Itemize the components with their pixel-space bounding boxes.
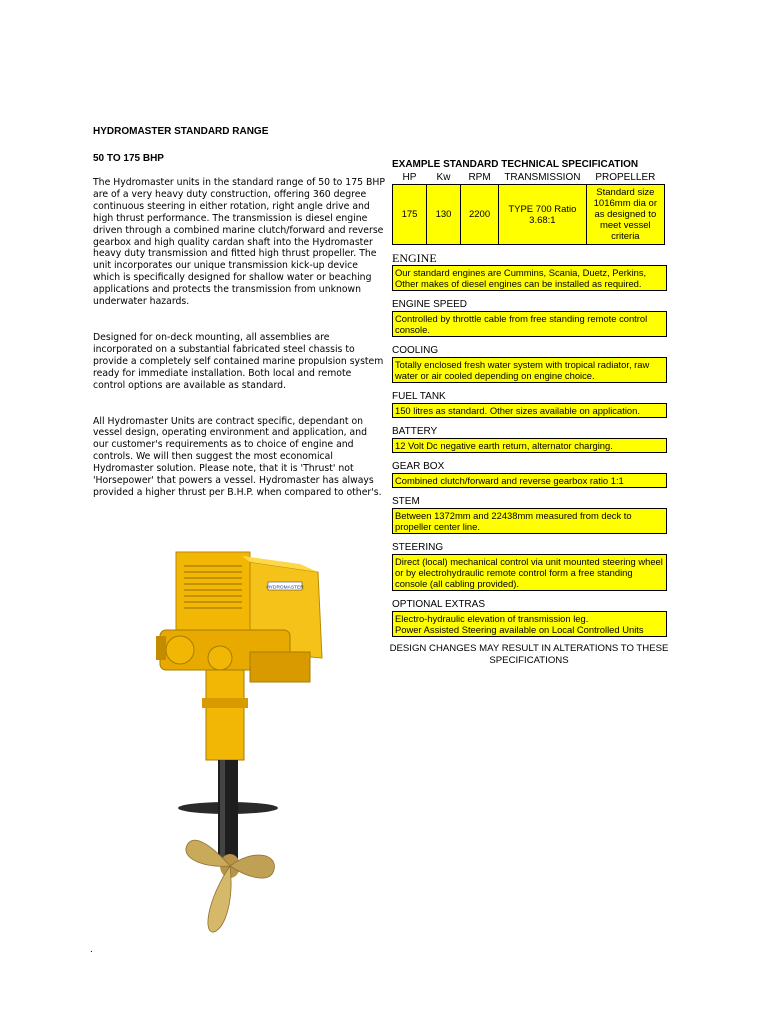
spec-table: [392, 172, 665, 245]
section-label: STEM: [392, 496, 420, 507]
section-label: STEERING: [392, 542, 444, 553]
section-text: Direct (local) mechanical control via unit mounted steering wheel or by electrohydraulic remote control form a free standing console (all cabling provided).: [392, 554, 667, 591]
paragraph-construction: The Hydromaster units in the standard range of 50 to 175 BHP are of a very heavy duty construction, offering 360 degree continuous steering in either rotation, right angle drive and high thrust performance. The transmission is diesel engine driven through a combined marine clutch/forward and reverse gearbox and high quality cardan shaft into the Hydromaster heavy duty transmission and fitted high thrust propeller. The unit incorporates our unique transmission kick-up device which is specifically designed for shallow water or beaching applications and protects the transmission from unknown underwater hazards.: [93, 177, 385, 308]
paragraph-mounting: Designed for on-deck mounting, all assemblies are incorporated on a substantial fabricated steel chassis to provide a completely self contained marine propulsion system ready for immediate installation. Both local and remote control options are available as standard.: [93, 331, 384, 391]
page-mark: .: [90, 944, 93, 955]
section-stem: [392, 496, 673, 534]
section-text: Controlled by throttle cable from free standing remote control console.: [392, 311, 667, 337]
section-text: Totally enclosed fresh water system with tropical radiator, raw water or air cooled depending on engine choice.: [392, 357, 667, 383]
section-label: ENGINE: [392, 251, 437, 265]
hydromaster-thruster-image: [150, 548, 340, 943]
spec-hp-value: 175: [393, 185, 427, 245]
section-label: FUEL TANK: [392, 391, 446, 402]
section-fuel-tank: [392, 391, 673, 418]
section-text: 12 Volt Dc negative earth return, alternator charging.: [392, 438, 667, 453]
spec-rpm-value: 2200: [461, 185, 499, 245]
section-text: Between 1372mm and 22438mm measured from deck to propeller center line.: [392, 508, 667, 534]
section-engine-speed: [392, 299, 673, 337]
section-text: Combined clutch/forward and reverse gearbox ratio 1:1: [392, 473, 667, 488]
spec-header-row: [393, 172, 665, 185]
product-title: HYDROMASTER STANDARD RANGE: [93, 126, 269, 137]
section-label: BATTERY: [392, 426, 438, 437]
section-cooling: [392, 345, 673, 383]
section-optional-extras: [392, 599, 673, 637]
description-column: [93, 125, 385, 499]
spec-kw-value: 130: [427, 185, 461, 245]
section-label: COOLING: [392, 345, 439, 356]
spec-col-hp: HP: [402, 172, 417, 183]
section-gear-box: [392, 461, 673, 488]
spec-value-row: [393, 185, 665, 245]
logo-plate: HYDROMASTER: [266, 585, 304, 591]
spec-transmission-value: TYPE 700 Ratio 3.68:1: [499, 185, 587, 245]
section-label: OPTIONAL EXTRAS: [392, 599, 485, 610]
section-battery: [392, 426, 673, 453]
spec-propeller-value: Standard size 1016mm dia or as designed to meet vessel criteria: [586, 185, 664, 245]
spec-col-rpm: RPM: [468, 172, 491, 183]
section-label: ENGINE SPEED: [392, 299, 468, 310]
spec-heading: EXAMPLE STANDARD TECHNICAL SPECIFICATION: [392, 159, 639, 170]
section-label: GEAR BOX: [392, 461, 445, 472]
section-text: Electro-hydraulic elevation of transmission leg. Power Assisted Steering available on Local Controlled Units: [392, 611, 667, 637]
section-text: Our standard engines are Cummins, Scania, Duetz, Perkins, Other makes of diesel engines can be installed as required.: [392, 265, 667, 291]
section-engine: [392, 251, 673, 291]
paragraph-contract: All Hydromaster Units are contract specific, dependant on vessel design, operating environment and application, and our customer's requirements as to choice of engine and controls. We will then suggest the most economical Hydromaster solution. Please note, that it is 'Thrust' not 'Horsepower' that powers a vessel. Hydromaster has always provided a higher thrust per B.H.P. when compared to other's.: [93, 415, 382, 498]
spec-column: [389, 158, 673, 676]
section-steering: [392, 542, 673, 591]
section-text: 150 litres as standard. Other sizes available on application.: [392, 403, 667, 418]
spec-col-propeller: PROPELLER: [595, 172, 656, 183]
power-range: 50 TO 175 BHP: [93, 153, 164, 164]
spec-col-transmission: TRANSMISSION: [504, 172, 581, 183]
design-changes-note: DESIGN CHANGES MAY RESULT IN ALTERATIONS TO THESE SPECIFICATIONS: [389, 643, 669, 666]
spec-col-kw: Kw: [436, 172, 451, 183]
